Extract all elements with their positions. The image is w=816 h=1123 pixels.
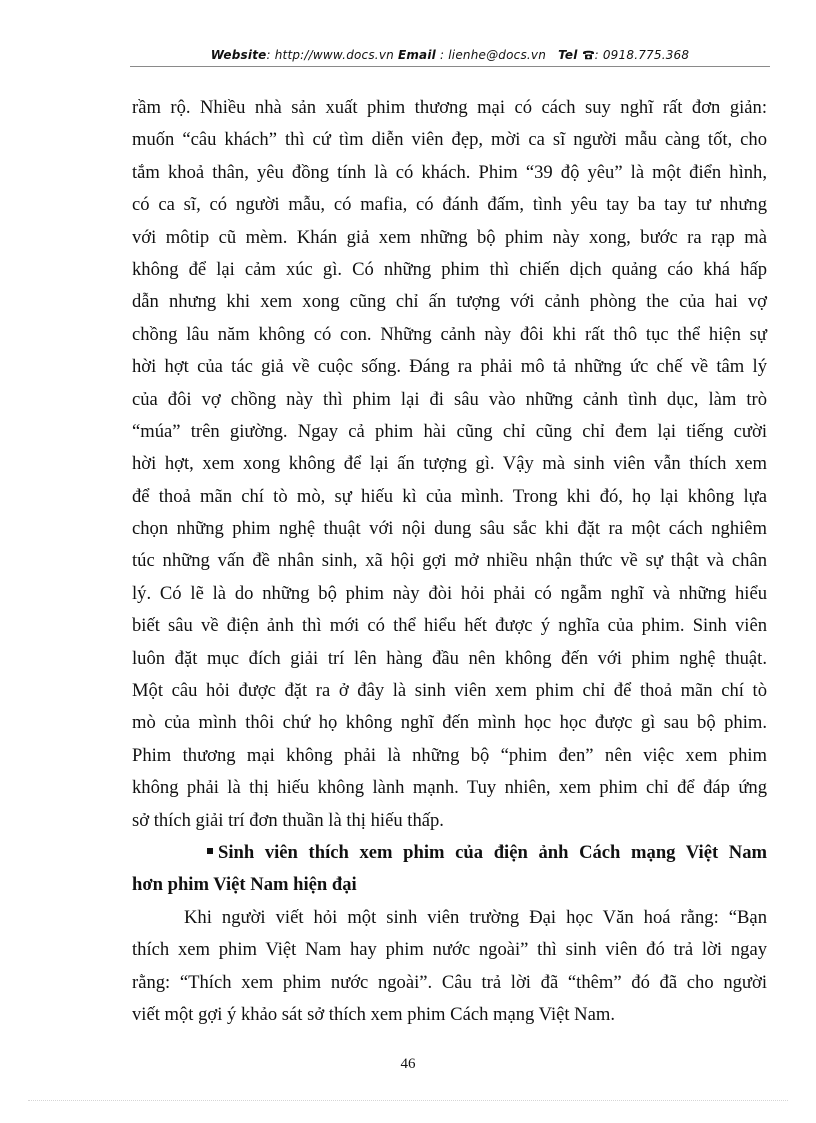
text-line: biết sâu về điện ảnh thì mới có thể hiểu hết được ý nghĩa của phim. Sinh viên — [132, 615, 767, 637]
email-label: Email — [397, 48, 436, 62]
text-line: thích xem phim Việt Nam hay phim nước ngoài” thì sinh viên đó trả lời ngay — [132, 939, 767, 961]
text-line: với môtip cũ mèm. Khán giả xem những bộ phim này xong, bước ra rạp mà — [132, 226, 767, 248]
text-line: Khi người viết hỏi một sinh viên trường Đại học Văn hoá rằng: “Bạn — [184, 906, 767, 928]
page-number: 46 — [400, 1056, 416, 1072]
text-line: Một câu hỏi được đặt ra ở đây là sinh viên xem phim chỉ để thoả mãn chí tò — [132, 680, 767, 702]
text-line: sở thích giải trí đơn thuần là thị hiếu thấp. — [132, 809, 444, 831]
text-line: túc những vấn đề nhân sinh, xã hội gợi mở nhiều nhận thức về sự thật và chân — [132, 550, 767, 572]
text-line: chọn những phim nghệ thuật với nội dung sâu sắc khi đặt ra một cách nghiêm — [132, 518, 767, 540]
text-line: hời hợt của tác giả về cuộc sống. Đáng ra phải mô tả những ức chế về tâm lý — [132, 356, 767, 378]
section-heading — [132, 837, 767, 902]
text-line: của đôi vợ chồng này thì phim lại đi sâu vào những cảnh tình dục, làm trò — [132, 388, 767, 410]
text-line: viết một gợi ý khảo sát sở thích xem phim Cách mạng Việt Nam. — [132, 1003, 615, 1025]
heading-line-2: hơn phim Việt Nam hiện đại — [132, 874, 357, 896]
text-line: lý. Có lẽ là do những bộ phim này đòi hỏi phải có ngẫm nghĩ và những hiểu — [132, 582, 767, 604]
header-divider — [130, 66, 770, 67]
email-address: : lienhe@docs.vn — [435, 48, 547, 62]
page-header — [130, 48, 770, 62]
text-line: muốn “câu khách” thì cứ tìm diễn viên đẹp, mời ca sĩ người mẫu càng tốt, cho — [132, 129, 767, 151]
text-line: tắm khoả thân, yêu đồng tính là có khách. Phim “39 độ yêu” là một điển hình, — [132, 161, 767, 183]
text-line: mò của mình thôi chứ họ không nghĩ đến mình học học được gì sau bộ phim. — [132, 712, 767, 734]
square-bullet-icon — [207, 848, 213, 854]
footer-divider — [28, 1100, 788, 1101]
text-line: hời hợt, xem xong không để lại ấn tượng gì. Vậy mà sinh viên vẫn thích xem — [132, 453, 767, 475]
text-line: không phải là thị hiếu không lành mạnh. Tuy nhiên, xem phim chỉ để đáp ứng — [132, 777, 767, 799]
text-line: để thoả mãn chí tò mò, sự hiếu kì của mình. Trong khi đó, họ lại không lựa — [132, 485, 767, 507]
tel-number: : 0918.775.368 — [594, 48, 690, 62]
text-line: dẫn nhưng khi xem xong cũng chỉ ấn tượng với cảnh phòng the của hai vợ — [132, 291, 767, 313]
text-line: luôn đặt mục đích giải trí lên hàng đầu nên không đến với phim nghệ thuật. — [132, 647, 767, 669]
website-url: : http://www.docs.vn — [266, 48, 394, 62]
heading-text-1: Sinh viên thích xem phim của điện ảnh Cách mạng Việt Nam — [218, 841, 767, 863]
document-body — [132, 92, 767, 1031]
text-line: rầm rộ. Nhiều nhà sản xuất phim thương mại có cách suy nghĩ rất đơn giản: — [132, 97, 767, 118]
telephone-icon — [582, 48, 595, 62]
text-line: có ca sĩ, có người mẫu, có mafia, có đánh đấm, tình yêu tay ba tay tư nhưng — [132, 194, 767, 216]
text-line: “múa” trên giường. Ngay cả phim hài cũng chỉ cũng chỉ đem lại tiếng cười — [132, 420, 767, 442]
text-line: không để lại cảm xúc gì. Có những phim thì chiến dịch quảng cáo khá hấp — [132, 258, 767, 280]
text-line: Phim thương mại không phải là những bộ “phim đen” nên việc xem phim — [132, 744, 767, 766]
tel-label: Tel — [558, 48, 578, 62]
paragraph-1 — [132, 92, 767, 837]
website-label: Website — [210, 48, 267, 62]
text-line: rằng: “Thích xem phim nước ngoài”. Câu trả lời đã “thêm” đó đã cho người — [132, 971, 767, 993]
heading-line-1 — [132, 837, 767, 869]
paragraph-2 — [132, 902, 767, 1032]
text-line: chồng lâu năm không có con. Những cảnh này đôi khi rất thô tục thể hiện sự — [132, 323, 767, 345]
